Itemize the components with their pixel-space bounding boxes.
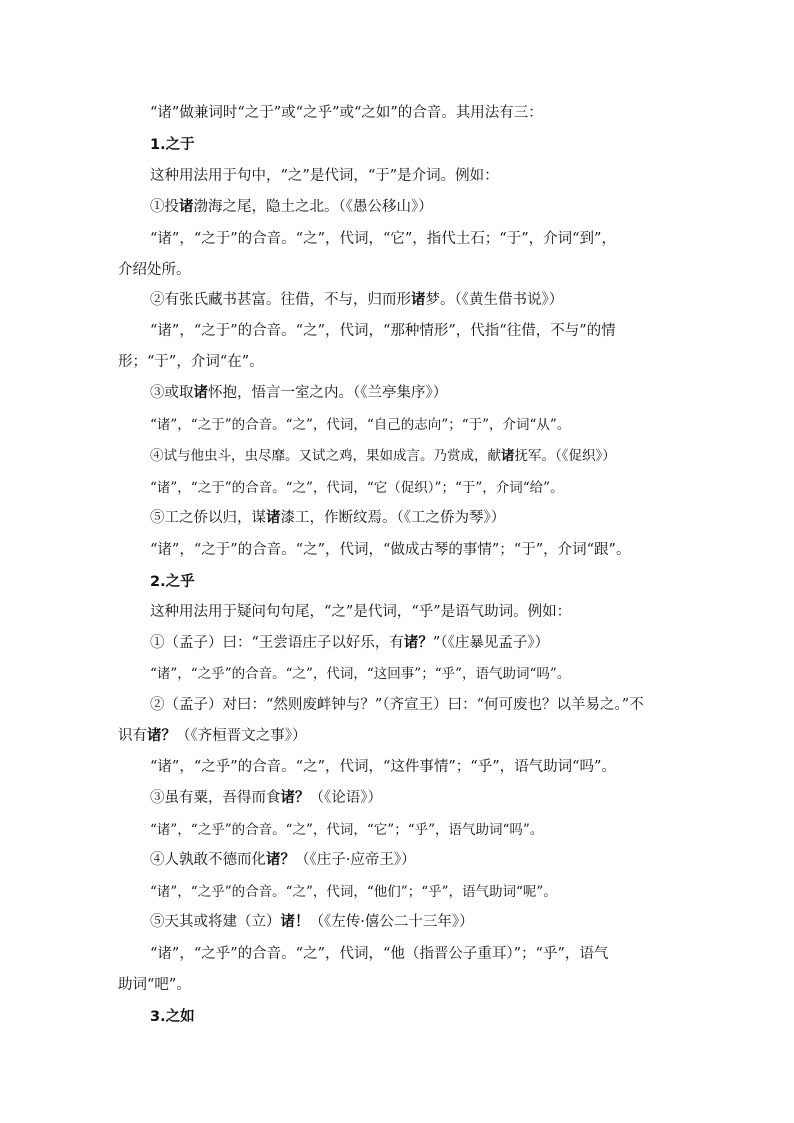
section-description: 这种用法用于疑问句句尾，“之”是代词，“乎”是语气助词。例如： xyxy=(150,604,572,620)
example-sentence xyxy=(150,789,382,807)
example-text: 怀抱，悟言一室之内。（《兰亭集序》） xyxy=(208,385,448,401)
example-text: ④人孰敢不德而化 xyxy=(150,852,266,868)
key-word: 诸？ xyxy=(147,727,176,744)
example-text: （《齐桓晋文之事》） xyxy=(176,728,307,744)
explanation-line: 助词“吧”。 xyxy=(118,977,191,993)
explanation-line: 形；“于”，介词“在”。 xyxy=(118,354,264,370)
key-word: 诸！ xyxy=(280,913,310,930)
key-word: 诸 xyxy=(501,448,515,464)
example-text: ①投 xyxy=(150,199,179,215)
example-sentence xyxy=(150,509,505,527)
section-heading: 3.之如 xyxy=(150,1009,195,1025)
explanation-line: 介绍处所。 xyxy=(118,262,191,278)
explanation-line: “诸”，“之于”的合音。“之”，代词，“自己的志向”；“于”，介词“从”。 xyxy=(150,417,571,433)
example-text: 漆工，作断纹焉。（《工之侨为琴》） xyxy=(280,510,506,526)
explanation-line: “诸”，“之乎”的合音。“之”，代词，“这件事情”；“乎”，语气助词“吗”。 xyxy=(150,759,616,775)
example-text: ①（孟子）曰：“王尝语庄子以好乐，有 xyxy=(150,635,404,651)
example-text: 梦。（《黄生借书说》） xyxy=(425,292,564,308)
example-text: ⑤天其或将建（立） xyxy=(150,914,281,930)
section-heading: 1.之于 xyxy=(150,137,195,153)
explanation-line: “诸”，“之乎”的合音。“之”，代词，“它”；“乎”，语气助词“吗”。 xyxy=(150,822,544,838)
example-text: ③或取 xyxy=(150,385,194,401)
section-heading: 2.之乎 xyxy=(150,574,195,590)
example-text: ②有张氏藏书甚富。往借，不与，归而形 xyxy=(150,292,411,308)
key-word: 诸？ xyxy=(403,634,433,651)
example-sentence xyxy=(150,291,563,309)
example-text: ⑤工之侨以归，谋 xyxy=(150,510,266,526)
key-word: 诸？ xyxy=(266,851,295,868)
example-text: ”（《庄暴见孟子》） xyxy=(432,635,550,651)
explanation-line: “诸”，“之乎”的合音。“之”，代词，“这回事”；“乎”，语气助词“吗”。 xyxy=(150,666,571,682)
key-word: 诸 xyxy=(179,198,194,215)
explanation-line: “诸”，“之于”的合音。“之”，代词，“做成古琴的事情”；“于”，介词“跟”。 xyxy=(150,542,631,558)
explanation-line: “诸”，“之于”的合音。“之”，代词，“那种情形”，代指“往借，不与”的情 xyxy=(150,323,616,339)
example-text: （《论语》） xyxy=(309,790,382,806)
key-word: 诸 xyxy=(193,384,208,401)
example-sentence xyxy=(150,447,616,465)
example-sentence xyxy=(150,913,474,931)
intro-paragraph: “诸”做兼词时“之于”或“之乎”或“之如”的合音。其用法有三： xyxy=(150,105,543,121)
example-text: 抚军。（《促织》） xyxy=(514,448,616,464)
example-text: 渤海之尾，隐土之北。（《愚公移山》） xyxy=(193,199,433,215)
example-sentence xyxy=(150,198,433,216)
key-word: 诸 xyxy=(266,509,281,526)
example-sentence: ②（孟子）对曰：“然则废衅钟与？”（齐宣王）曰：“何可废也？以羊易之。”不 xyxy=(150,697,644,713)
explanation-line: “诸”，“之乎”的合音。“之”，代词，“他（指晋公子重耳）”；“乎”，语气 xyxy=(150,946,609,962)
explanation-line: “诸”，“之于”的合音。“之”，代词，“它（促织）”；“于”，介词“给”。 xyxy=(150,480,564,496)
example-sentence xyxy=(150,851,416,869)
example-text: 识有 xyxy=(118,728,147,744)
key-word: 诸？ xyxy=(280,789,310,806)
example-sentence xyxy=(150,634,549,652)
explanation-line: “诸”，“之于”的合音。“之”，代词，“它”，指代土石；“于”，介词“到”， xyxy=(150,231,616,247)
example-sentence xyxy=(150,384,447,402)
example-sentence-continued xyxy=(118,727,307,745)
explanation-line: “诸”，“之乎”的合音。“之”，代词，“他们”；“乎”，语气助词“呢”。 xyxy=(150,884,557,900)
example-text: ③虽有粟，吾得而食 xyxy=(150,790,281,806)
example-text: （《左传·僖公二十三年》） xyxy=(309,914,474,930)
key-word: 诸 xyxy=(411,291,426,308)
section-description: 这种用法用于句中，“之”是代词，“于”是介词。例如： xyxy=(150,168,499,184)
example-text: ④试与他虫斗，虫尽靡。又试之鸡，果如成言。乃赏成，献 xyxy=(150,448,501,464)
example-text: （《庄子·应帝王》） xyxy=(295,852,416,868)
